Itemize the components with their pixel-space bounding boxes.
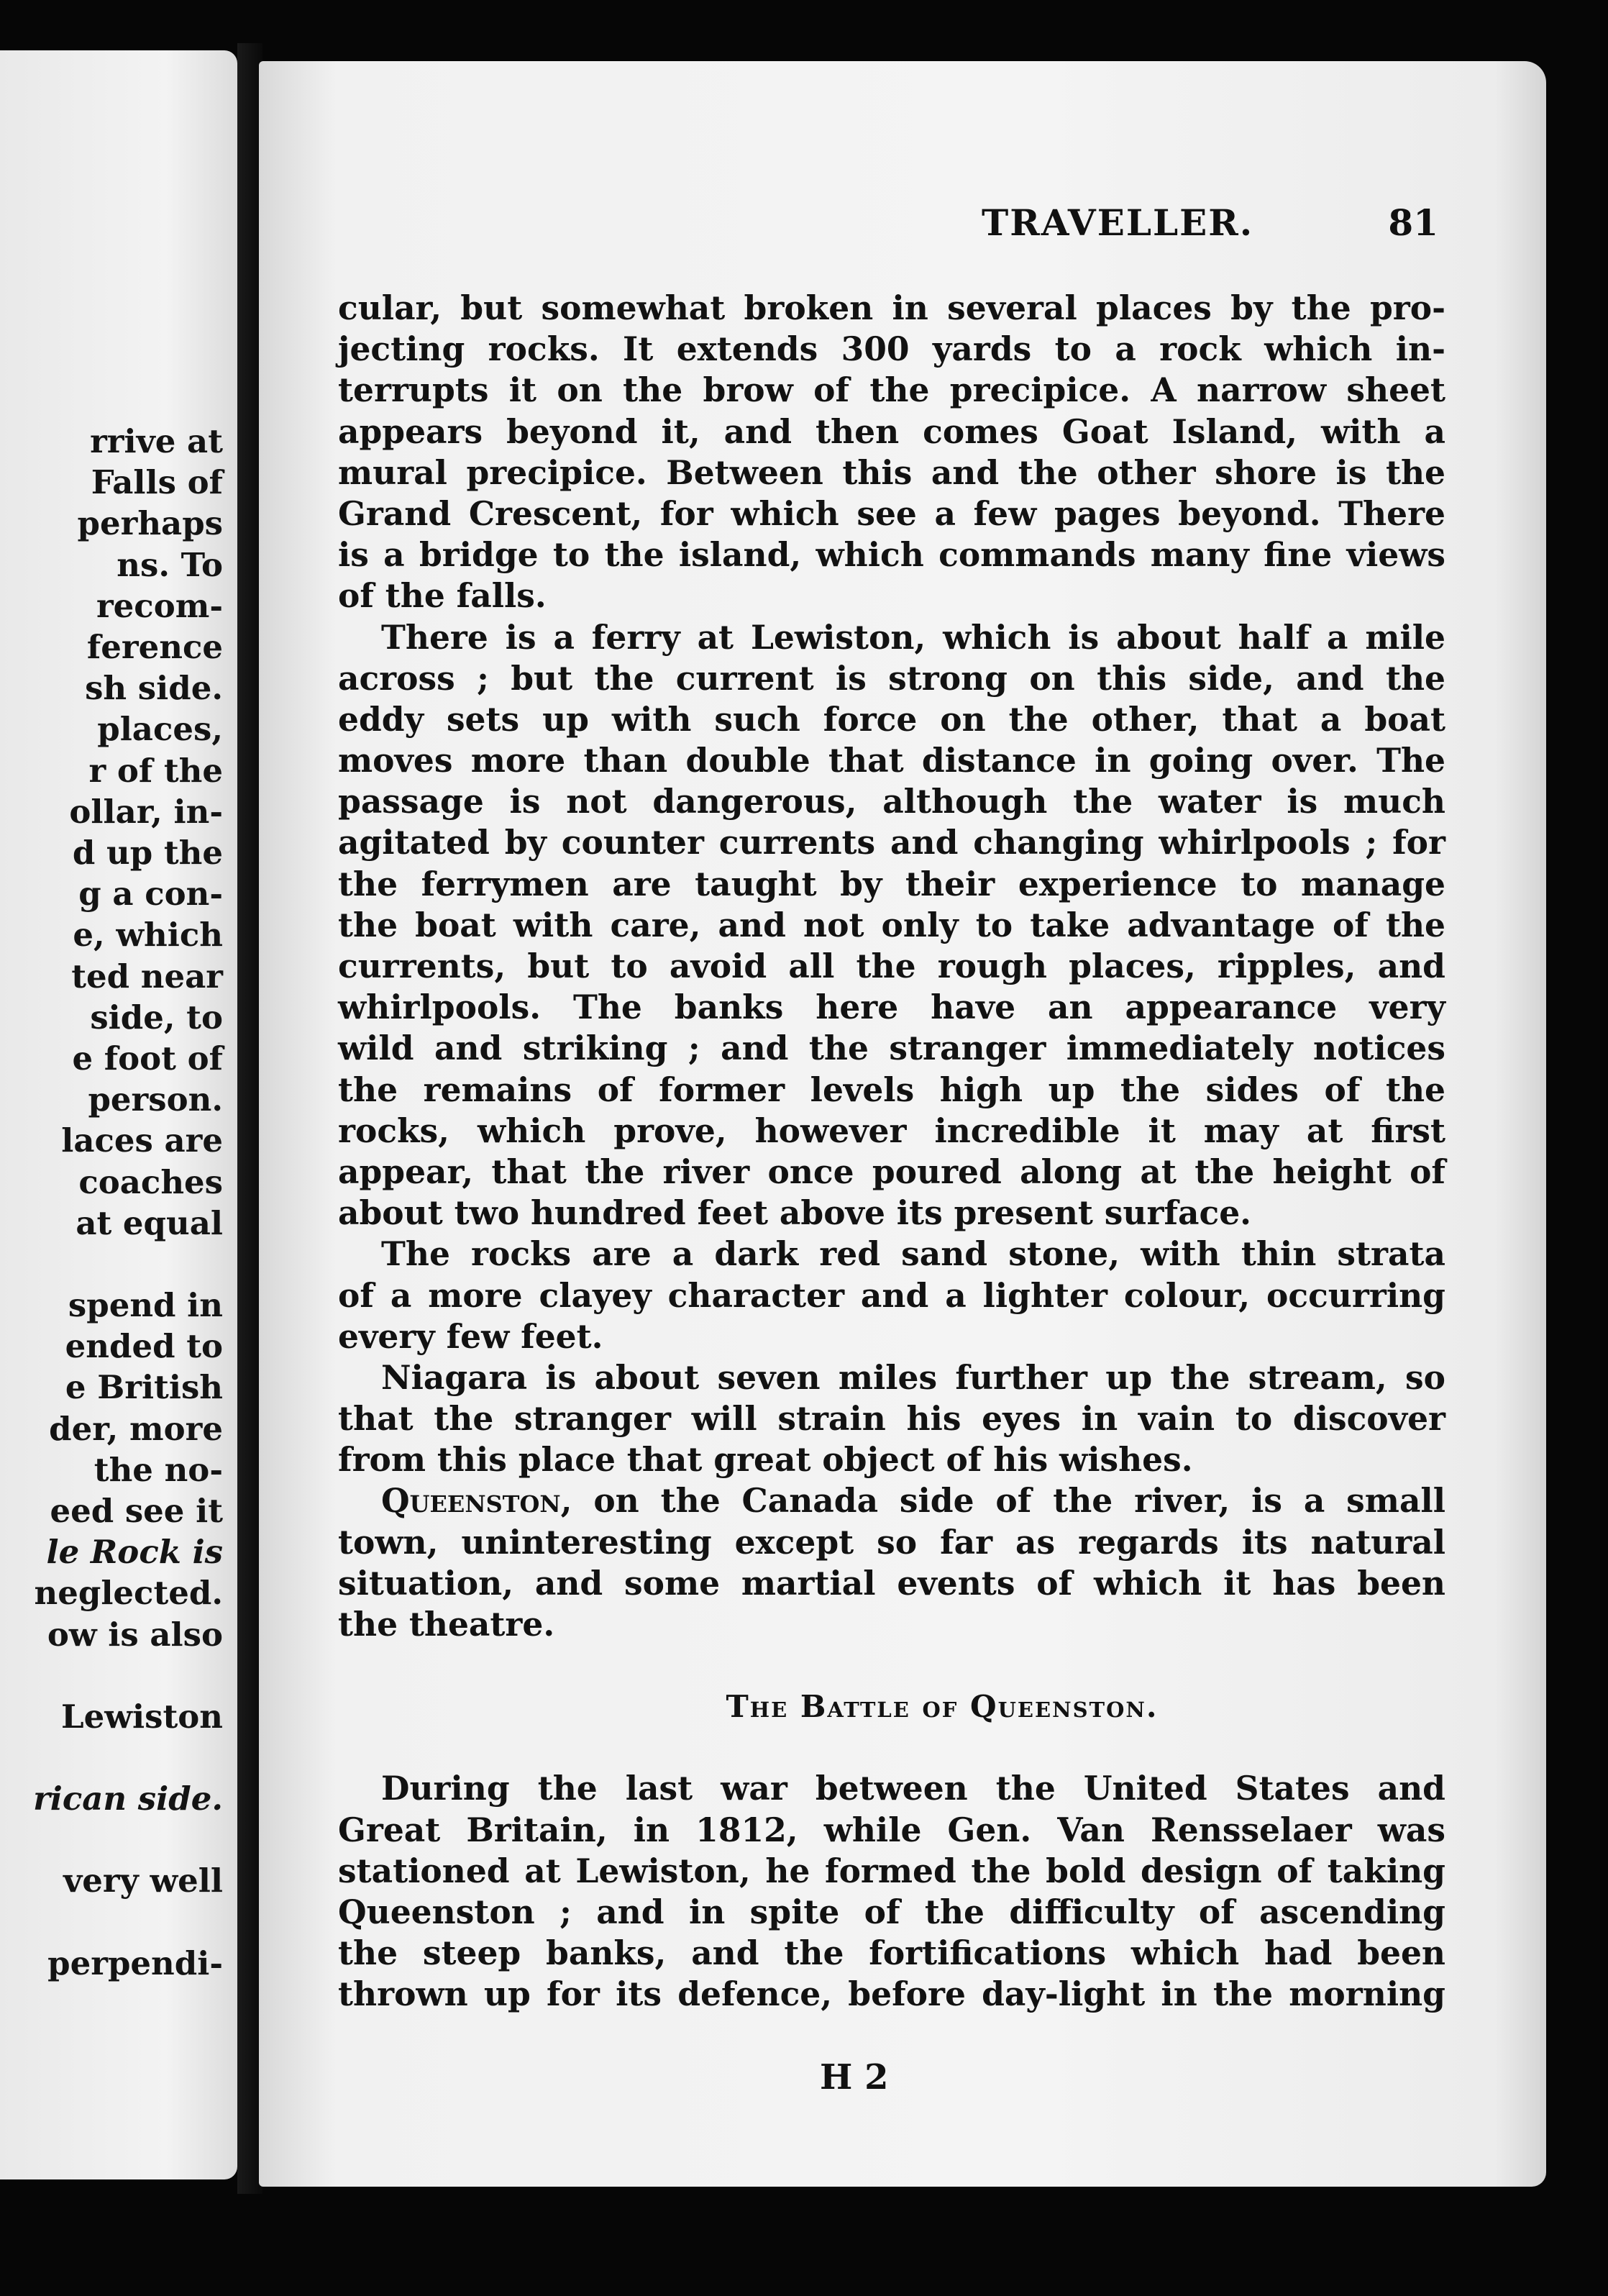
text-line: Queenston ; and in spite of the difficulty of ascending [338,1892,1445,1931]
left-page-line: eed see it [50,1492,223,1531]
text-line: appears beyond it, and then comes Goat Island, with a [338,411,1445,451]
left-page-line: spend in [68,1286,223,1325]
text-line: stationed at Lewiston, he formed the bold design of taking [338,1851,1445,1890]
text-line-rest: on the Canada side of the river, is a small [593,1481,1445,1521]
left-page-line: side, to [90,998,223,1037]
left-page-line: ollar, in- [69,792,223,831]
left-page-gap [0,1244,223,1285]
text-line: that the stranger will strain his eyes in vain to discover [338,1399,1445,1439]
left-page-gap [0,1737,223,1778]
text-line: town, uninteresting except so far as regards its natural [338,1522,1445,1562]
text-line: of the falls. [338,576,547,616]
left-page-line: ended to [65,1327,223,1366]
left-page-line: ference [86,628,223,667]
left-page-line: ow is also [47,1615,223,1654]
text-line: situation, and some martial events of which it has been [338,1563,1445,1603]
left-page-line: perhaps [77,504,223,543]
left-page-line: coaches [78,1162,223,1201]
left-page-gap [0,1655,223,1696]
left-page-line: e, which [73,916,223,955]
text-line: currents, but to avoid all the rough places, ripples, and [338,947,1445,985]
text-line: the ferrymen are taught by their experience to manage [338,864,1445,903]
text-line: moves more than double that distance in going over. The [338,741,1445,780]
section-heading: The Battle of Queenston. [726,1689,1159,1725]
text-line: During the last war between the United States and [381,1769,1445,1808]
left-page-line: neglected. [34,1574,223,1613]
left-facing-page [0,50,237,2179]
text-line: wild and striking ; and the stranger immediately notices [338,1029,1445,1068]
left-page-text [0,421,223,1984]
text-line: The rocks are a dark red sand stone, with thin strata [381,1234,1445,1274]
left-page-line: Lewiston [61,1697,223,1736]
text-line: eddy sets up with such force on the other, that a boat [338,699,1445,739]
text-line: Niagara is about seven miles further up the stream, so [381,1357,1445,1397]
left-page-line: ns. To [117,545,223,584]
body-text [338,288,1445,2015]
page-number: 81 [1388,201,1438,244]
left-page-line: rican side. [33,1780,223,1818]
left-page-line: the no- [93,1450,223,1489]
text-line: passage is not dangerous, although the water is much [338,782,1445,821]
text-line: Grand Crescent, for which see a few pages beyond. There [338,493,1445,533]
text-line: rocks, which prove, however incredible it may at first [338,1111,1445,1150]
text-line: the steep banks, and the fortifications which had been [338,1933,1445,1973]
left-page-line: at equal [76,1203,223,1242]
text-line [338,1480,1445,1521]
left-page-line: laces are [61,1121,223,1160]
left-page-line: Falls of [91,463,223,502]
text-line: across ; but the current is strong on this side, and the [338,658,1445,698]
left-page-line: der, more [49,1409,223,1448]
text-line: appear, that the river once poured along at the height of [338,1152,1445,1191]
text-line: is a bridge to the island, which commands many fine views [338,535,1445,575]
text-line: whirlpools. The banks here have an appearance very [338,988,1445,1027]
left-page-line: le Rock is [46,1533,223,1572]
left-page-line: d up the [72,834,223,873]
text-line: thrown up for its defence, before day-light in the morning [338,1974,1445,2014]
text-line: the remains of former levels high up the sides of the [338,1070,1445,1109]
left-page-line: e foot of [72,1039,223,1078]
text-line: about two hundred feet above its present surface. [338,1193,1252,1233]
left-page-line: very well [63,1862,223,1900]
left-page-line: rrive at [90,422,223,460]
text-line: There is a ferry at Lewiston, which is about half a mile [381,617,1445,657]
left-page-gap [0,1902,223,1943]
left-page-line: e British [65,1368,223,1407]
left-page-line: perpendi- [47,1944,223,1982]
text-line: from this place that great object of his wishes. [338,1440,1193,1480]
text-line: mural precipice. Between this and the other shore is the [338,452,1445,492]
text-line: Great Britain, in 1812, while Gen. Van Rensselaer was [338,1810,1445,1849]
left-page-line: person. [88,1080,223,1119]
left-page-line: r of the [88,751,223,790]
text-line: the theatre. [338,1605,555,1644]
left-page-line: recom- [96,586,223,625]
text-line: the boat with care, and not only to take advantage of the [338,905,1445,944]
queenston-lead: Queenston, [381,1481,572,1521]
text-line: every few feet. [338,1316,603,1356]
text-line: terrupts it on the brow of the precipice. A narrow sheet [338,370,1445,410]
left-page-line: sh side. [85,669,223,708]
text-line: of a more clayey character and a lighter colour, occurring [338,1275,1445,1315]
left-page-line: g a con- [78,875,223,914]
running-header: TRAVELLER. [982,201,1254,244]
text-line: cular, but somewhat broken in several places by the pro- [338,288,1445,327]
left-page-line: places, [97,710,223,749]
signature-mark: H 2 [820,2057,889,2097]
text-line: jecting rocks. It extends 300 yards to a rock which in- [338,329,1445,369]
left-page-line: ted near [71,957,223,996]
left-page-gap [0,1819,223,1860]
text-line: agitated by counter currents and changing whirlpools ; for [338,823,1445,862]
right-page [259,61,1546,2187]
